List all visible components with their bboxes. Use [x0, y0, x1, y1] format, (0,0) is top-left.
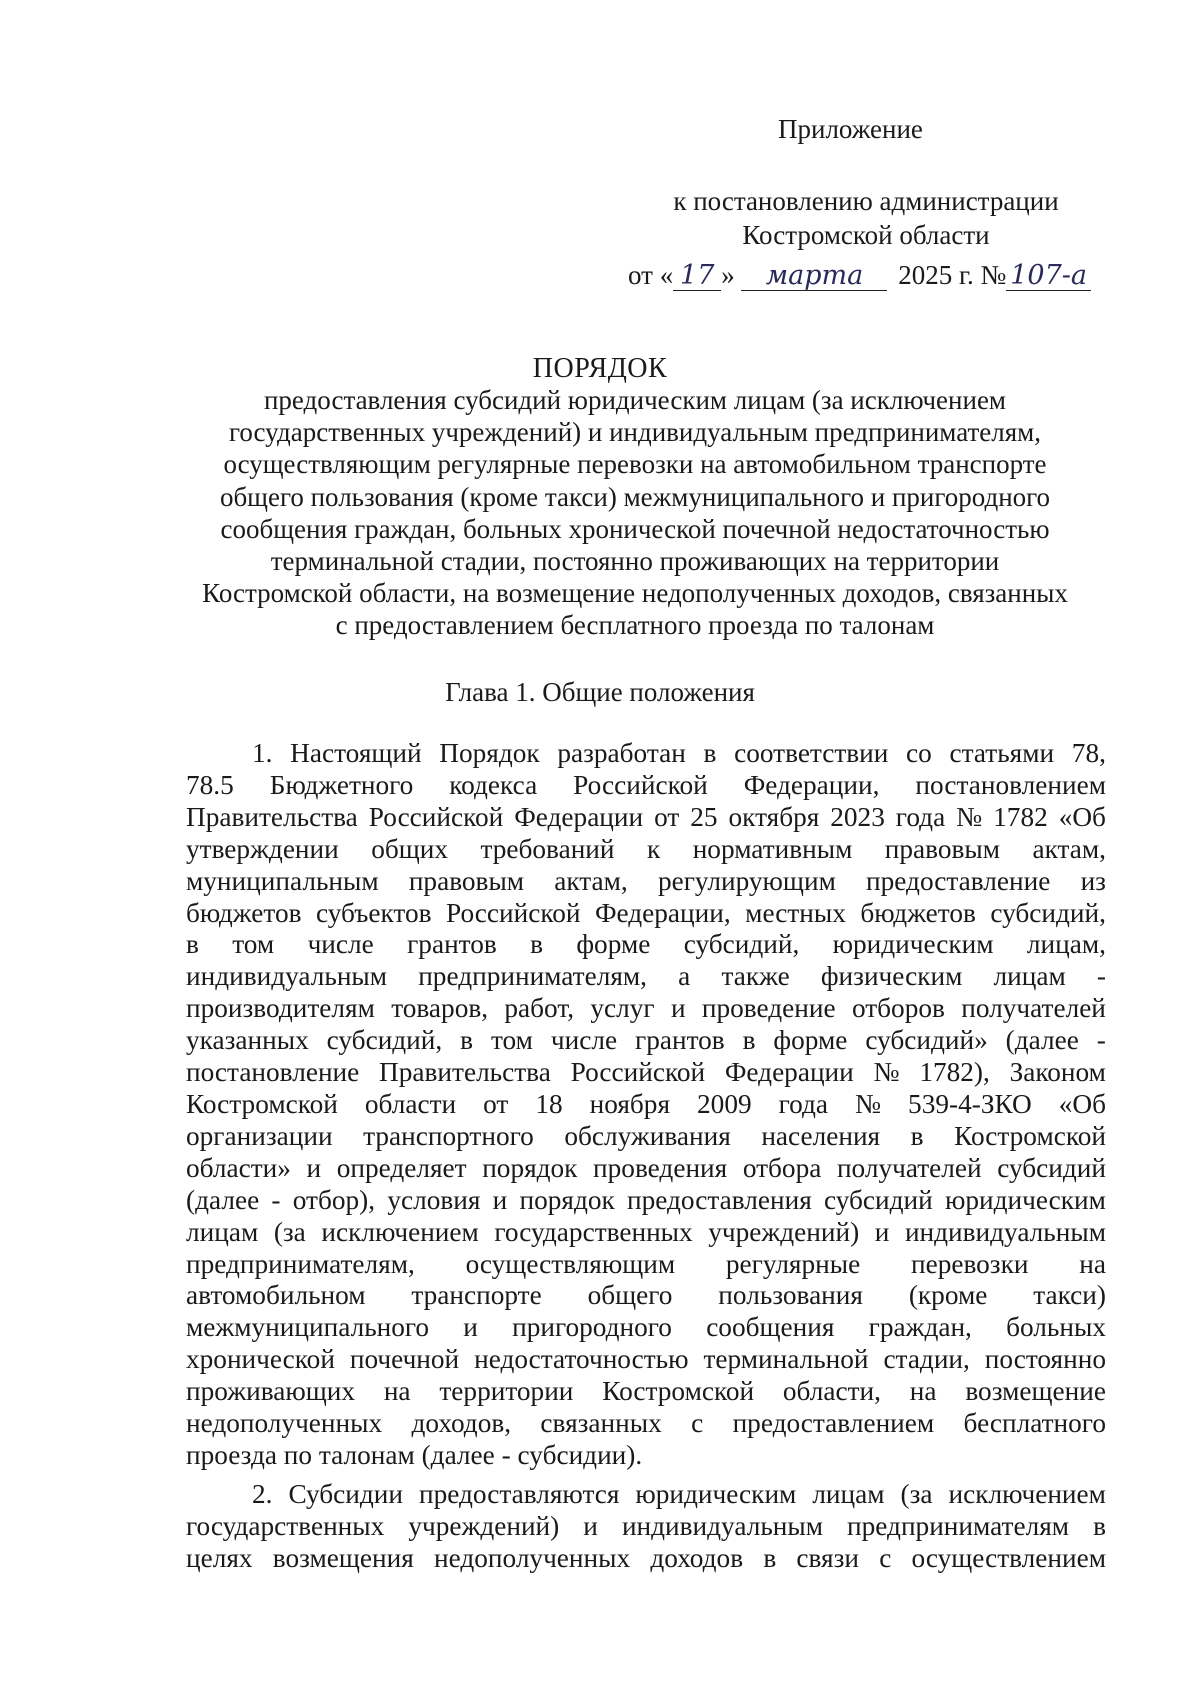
word: и	[306, 1152, 322, 1183]
paragraph-line	[186, 802, 1106, 834]
word: отбор),	[292, 1184, 376, 1215]
word: общего	[587, 1280, 673, 1311]
word: территории	[439, 1376, 574, 1407]
word: Федерации,	[594, 897, 731, 928]
word: (далее	[186, 1184, 260, 1215]
paragraph-line	[186, 1376, 1106, 1408]
paragraph-line	[186, 1217, 1106, 1249]
word: проживающих	[186, 1376, 356, 1407]
word: юридическим	[832, 929, 994, 960]
word: года	[895, 801, 946, 832]
word: с	[691, 1408, 704, 1439]
word: а	[678, 961, 691, 992]
word: в	[742, 1025, 756, 1056]
word: 1782	[993, 801, 1048, 832]
paragraph-line	[186, 1479, 1106, 1511]
word: указанных	[186, 1025, 309, 1056]
word: субсидий	[823, 1184, 933, 1215]
word: такси)	[1033, 1280, 1106, 1311]
word: 2009	[697, 1088, 752, 1119]
paragraph-line	[186, 1185, 1106, 1217]
word: организации	[186, 1120, 333, 1151]
word: том	[232, 929, 275, 960]
word: Федерации	[514, 801, 644, 832]
word: осуществляющим	[465, 1248, 676, 1279]
word: (за	[273, 1216, 306, 1247]
word: услуг	[590, 993, 655, 1024]
word: №	[956, 801, 983, 832]
word: обслуживания	[564, 1120, 731, 1151]
word: регулярные	[725, 1248, 861, 1279]
paragraph-line	[186, 1249, 1106, 1281]
word: 78,	[1071, 738, 1106, 768]
word: форме	[576, 929, 651, 960]
word: также	[721, 961, 790, 992]
word: возмещения	[272, 1542, 414, 1573]
paragraph-line	[186, 993, 1106, 1025]
paragraph-line	[186, 834, 1106, 866]
word: государственных	[186, 1510, 385, 1541]
date-mid: »	[721, 260, 735, 290]
word: недополученных	[186, 1408, 383, 1439]
word: получателей	[836, 1152, 982, 1183]
word: постановление	[186, 1057, 360, 1088]
word: больных	[1006, 1312, 1106, 1343]
word: автомобильном	[186, 1280, 366, 1311]
word: индивидуальным	[621, 1510, 823, 1541]
word: области,	[782, 1376, 881, 1407]
word: муниципальным	[186, 865, 379, 896]
paragraph-line	[186, 738, 1106, 770]
word: бюджетов	[860, 897, 976, 928]
word: в	[703, 738, 717, 768]
word: предоставление	[866, 865, 1051, 896]
word: 1782),	[919, 1057, 990, 1088]
word: сообщения	[706, 1312, 835, 1343]
subtitle-line: предоставления субсидий юридическим лицам (за исключением	[263, 385, 1007, 415]
word: года	[778, 1088, 828, 1119]
word: бюджетов	[186, 897, 302, 928]
word: Порядок	[439, 738, 540, 768]
paragraph-line	[186, 866, 1106, 898]
paragraph-line	[186, 1153, 1106, 1185]
word: статьями	[949, 738, 1055, 768]
word: грантов	[407, 929, 497, 960]
word: работ,	[504, 993, 575, 1024]
word: лицам	[993, 961, 1066, 992]
word: производителям	[186, 993, 375, 1024]
subtitle-line: с предоставлением бесплатного проезда по талонам	[335, 610, 935, 641]
word: индивидуальным	[186, 961, 388, 992]
paragraph-1	[186, 738, 1106, 1472]
paragraph-2	[186, 1479, 1106, 1575]
word: населения	[761, 1120, 881, 1151]
word: проведение	[701, 993, 836, 1024]
word: числе	[307, 929, 374, 960]
word: физическим	[820, 961, 963, 992]
word: порядок	[482, 1152, 578, 1183]
word: в	[910, 1120, 924, 1151]
word: субсидий,	[326, 1025, 443, 1056]
word: кодекса	[449, 769, 538, 800]
word: возмещение	[965, 1376, 1106, 1407]
word: постановлением	[915, 769, 1106, 800]
word: Законом	[1009, 1057, 1106, 1088]
word: с	[879, 1542, 892, 1573]
handwritten-month: марта	[741, 262, 887, 291]
word: лицам,	[1026, 929, 1106, 960]
word: субсидий	[997, 1152, 1106, 1183]
word: числе	[550, 1025, 618, 1056]
word: предпринимателям,	[418, 961, 648, 992]
word: пользования	[718, 1280, 863, 1311]
word: предпринимателям,	[186, 1248, 415, 1279]
paragraph-line	[186, 1025, 1106, 1057]
word: -	[1096, 1025, 1106, 1056]
word: недополученных	[434, 1542, 631, 1573]
document-title: ПОРЯДОК	[532, 353, 668, 384]
word: (далее	[1005, 1025, 1079, 1056]
word: и	[463, 1312, 478, 1343]
word: нормативным	[692, 833, 853, 864]
date-prefix: от «	[628, 260, 674, 290]
word: юридическим	[635, 1478, 797, 1509]
paragraph-line	[186, 1312, 1106, 1344]
word: Российской	[570, 1057, 706, 1088]
paragraph-line	[186, 1057, 1106, 1089]
word: разработан	[557, 738, 686, 768]
word: от	[483, 1088, 509, 1119]
word: исключением	[948, 1478, 1106, 1509]
word: хронической	[186, 1344, 335, 1375]
word: осуществлением	[911, 1542, 1106, 1573]
word: Российской	[445, 897, 581, 928]
word: Федерации	[724, 1057, 854, 1088]
subtitle-line: общего пользования (кроме такси) межмуниципального и пригородного	[219, 481, 1051, 512]
word: 18	[535, 1088, 563, 1119]
word: Федерации,	[743, 769, 880, 800]
subtitle-line: терминальной стадии, постоянно проживающих на территории	[270, 546, 1000, 577]
word: исключением	[321, 1216, 479, 1247]
paragraph-line	[186, 770, 1106, 802]
word: и	[874, 1216, 890, 1247]
paragraph-line	[186, 1511, 1106, 1543]
word: -	[1096, 961, 1106, 992]
word: 25	[690, 801, 718, 832]
paragraph-line	[186, 1543, 1106, 1575]
resolution-line-1: к постановлению администрации	[673, 186, 1059, 216]
word: в	[530, 929, 544, 960]
word: учреждений)	[708, 1216, 860, 1247]
subtitle-line: сообщения граждан, больных хронической почечной недостаточностью	[220, 513, 1050, 544]
word: субсидий,	[990, 897, 1106, 928]
word: правовым	[408, 865, 525, 896]
word: доходов,	[411, 1408, 512, 1439]
word: Костромской	[186, 1088, 338, 1119]
resolution-line-2: Костромской области	[742, 220, 990, 250]
word: Правительства	[379, 1057, 551, 1088]
word: юридическим	[944, 1184, 1106, 1215]
word: связанных	[540, 1408, 662, 1439]
appendix-label: Приложение	[778, 114, 923, 144]
chapter-heading: Глава 1. Общие положения	[445, 677, 755, 707]
word: субсидий,	[683, 929, 800, 960]
word: от	[654, 801, 680, 832]
paragraph-line	[186, 898, 1106, 930]
subtitle-line: государственных учреждений) и индивидуальным предпринимателям,	[228, 417, 1041, 448]
word: и	[670, 993, 686, 1024]
word: получателей	[961, 993, 1106, 1024]
word: стадии,	[883, 1344, 970, 1375]
word: регулирующим	[657, 865, 836, 896]
word: Костромской	[954, 1120, 1106, 1151]
word: лицам	[186, 1216, 259, 1247]
word: перевозки	[910, 1248, 1029, 1279]
word: №	[873, 1057, 900, 1088]
paragraph-line	[186, 1280, 1106, 1312]
word: предоставляются	[419, 1478, 620, 1509]
word: предоставлением	[732, 1408, 935, 1439]
word: форме	[773, 1025, 848, 1056]
word: определяет	[336, 1152, 467, 1183]
word: ноября	[589, 1088, 671, 1119]
word: (кроме	[908, 1280, 988, 1311]
word: транспортного	[363, 1120, 534, 1151]
word: 78.5	[186, 769, 234, 800]
word: 2.	[252, 1478, 273, 1509]
word: Правительства	[186, 801, 358, 832]
paragraph-line	[186, 961, 1106, 993]
word: области»	[186, 1152, 291, 1183]
document-subtitle	[170, 384, 1100, 642]
word: том	[490, 1025, 533, 1056]
word: условия	[387, 1184, 481, 1215]
handwritten-day: 17	[673, 262, 721, 291]
paragraph-line	[186, 1089, 1106, 1121]
word: в	[1093, 1510, 1106, 1541]
word: №	[855, 1088, 882, 1119]
word: субсидий»	[865, 1025, 988, 1056]
word: общих	[371, 833, 449, 864]
word: бесплатного	[963, 1408, 1106, 1439]
word: со	[906, 738, 932, 768]
word: отбора	[742, 1152, 822, 1183]
resolution-date-line	[600, 258, 1132, 292]
word: на	[383, 1376, 411, 1407]
word: области	[364, 1088, 457, 1119]
paragraph-line	[186, 1408, 1106, 1440]
word: октября	[728, 801, 820, 832]
word: связи	[796, 1542, 859, 1573]
word: 1.	[252, 738, 273, 768]
word: грантов	[635, 1025, 725, 1056]
word: Российской	[368, 801, 504, 832]
word: целях	[186, 1542, 253, 1573]
word: на	[1079, 1248, 1106, 1279]
word: в	[460, 1025, 474, 1056]
word: утверждении	[186, 833, 339, 864]
word: и	[583, 1510, 598, 1541]
word: актам,	[554, 865, 628, 896]
word: доходов	[650, 1542, 744, 1573]
subtitle-line: осуществляющим регулярные перевозки на автомобильном транспорте	[223, 449, 1047, 480]
word: недостаточностью	[474, 1344, 689, 1375]
word: Российской	[573, 769, 708, 800]
word: товаров,	[391, 993, 489, 1024]
word: местных	[745, 897, 846, 928]
word: лицам	[812, 1478, 885, 1509]
body-text	[186, 738, 1106, 1575]
handwritten-doc-number: 107-а	[1006, 262, 1091, 291]
paragraph-line	[186, 1121, 1106, 1153]
word: Бюджетного	[269, 769, 414, 800]
word: на	[909, 1376, 937, 1407]
word: индивидуальным	[904, 1216, 1106, 1247]
word: в	[186, 929, 199, 960]
word: пригородного	[512, 1312, 672, 1343]
word: межмуниципального	[186, 1312, 430, 1343]
word: (за	[900, 1478, 933, 1509]
word: соответствии	[734, 738, 889, 768]
word: правовым	[884, 833, 1001, 864]
word: -	[271, 1184, 281, 1215]
word: актам,	[1032, 833, 1106, 864]
word: предпринимателям	[847, 1510, 1070, 1541]
subtitle-line: Костромской области, на возмещение недополученных доходов, связанных	[202, 578, 1068, 609]
paragraph-line: проезда по талонам (далее - субсидии).	[186, 1439, 643, 1470]
word: Настоящий	[290, 738, 422, 768]
paragraph-line	[186, 929, 1106, 961]
word: требований	[480, 833, 615, 864]
resolution-reference	[600, 184, 1132, 292]
word: граждан,	[868, 1312, 972, 1343]
word: 539-4-ЗКО	[908, 1088, 1032, 1119]
word: транспорте	[411, 1280, 542, 1311]
paragraph-line	[186, 1344, 1106, 1376]
date-year: 2025 г. №	[898, 260, 1007, 290]
word: почечной	[349, 1344, 460, 1375]
word: предоставления	[626, 1184, 812, 1215]
word: «Об	[1058, 1088, 1106, 1119]
word: из	[1080, 865, 1106, 896]
word: проведения	[593, 1152, 728, 1183]
word: 2023	[830, 801, 885, 832]
word: в	[763, 1542, 777, 1573]
word: к	[646, 833, 661, 864]
word: «Об	[1058, 801, 1106, 832]
word: Субсидии	[288, 1478, 404, 1509]
word: постоянно	[984, 1344, 1106, 1375]
word: порядок	[519, 1184, 615, 1215]
word: государственных	[494, 1216, 693, 1247]
word: отборов	[851, 993, 945, 1024]
word: терминальной	[703, 1344, 869, 1375]
word: субъектов	[315, 897, 432, 928]
word: учреждений)	[408, 1510, 560, 1541]
word: и	[492, 1184, 508, 1215]
word: Костромской	[602, 1376, 755, 1407]
